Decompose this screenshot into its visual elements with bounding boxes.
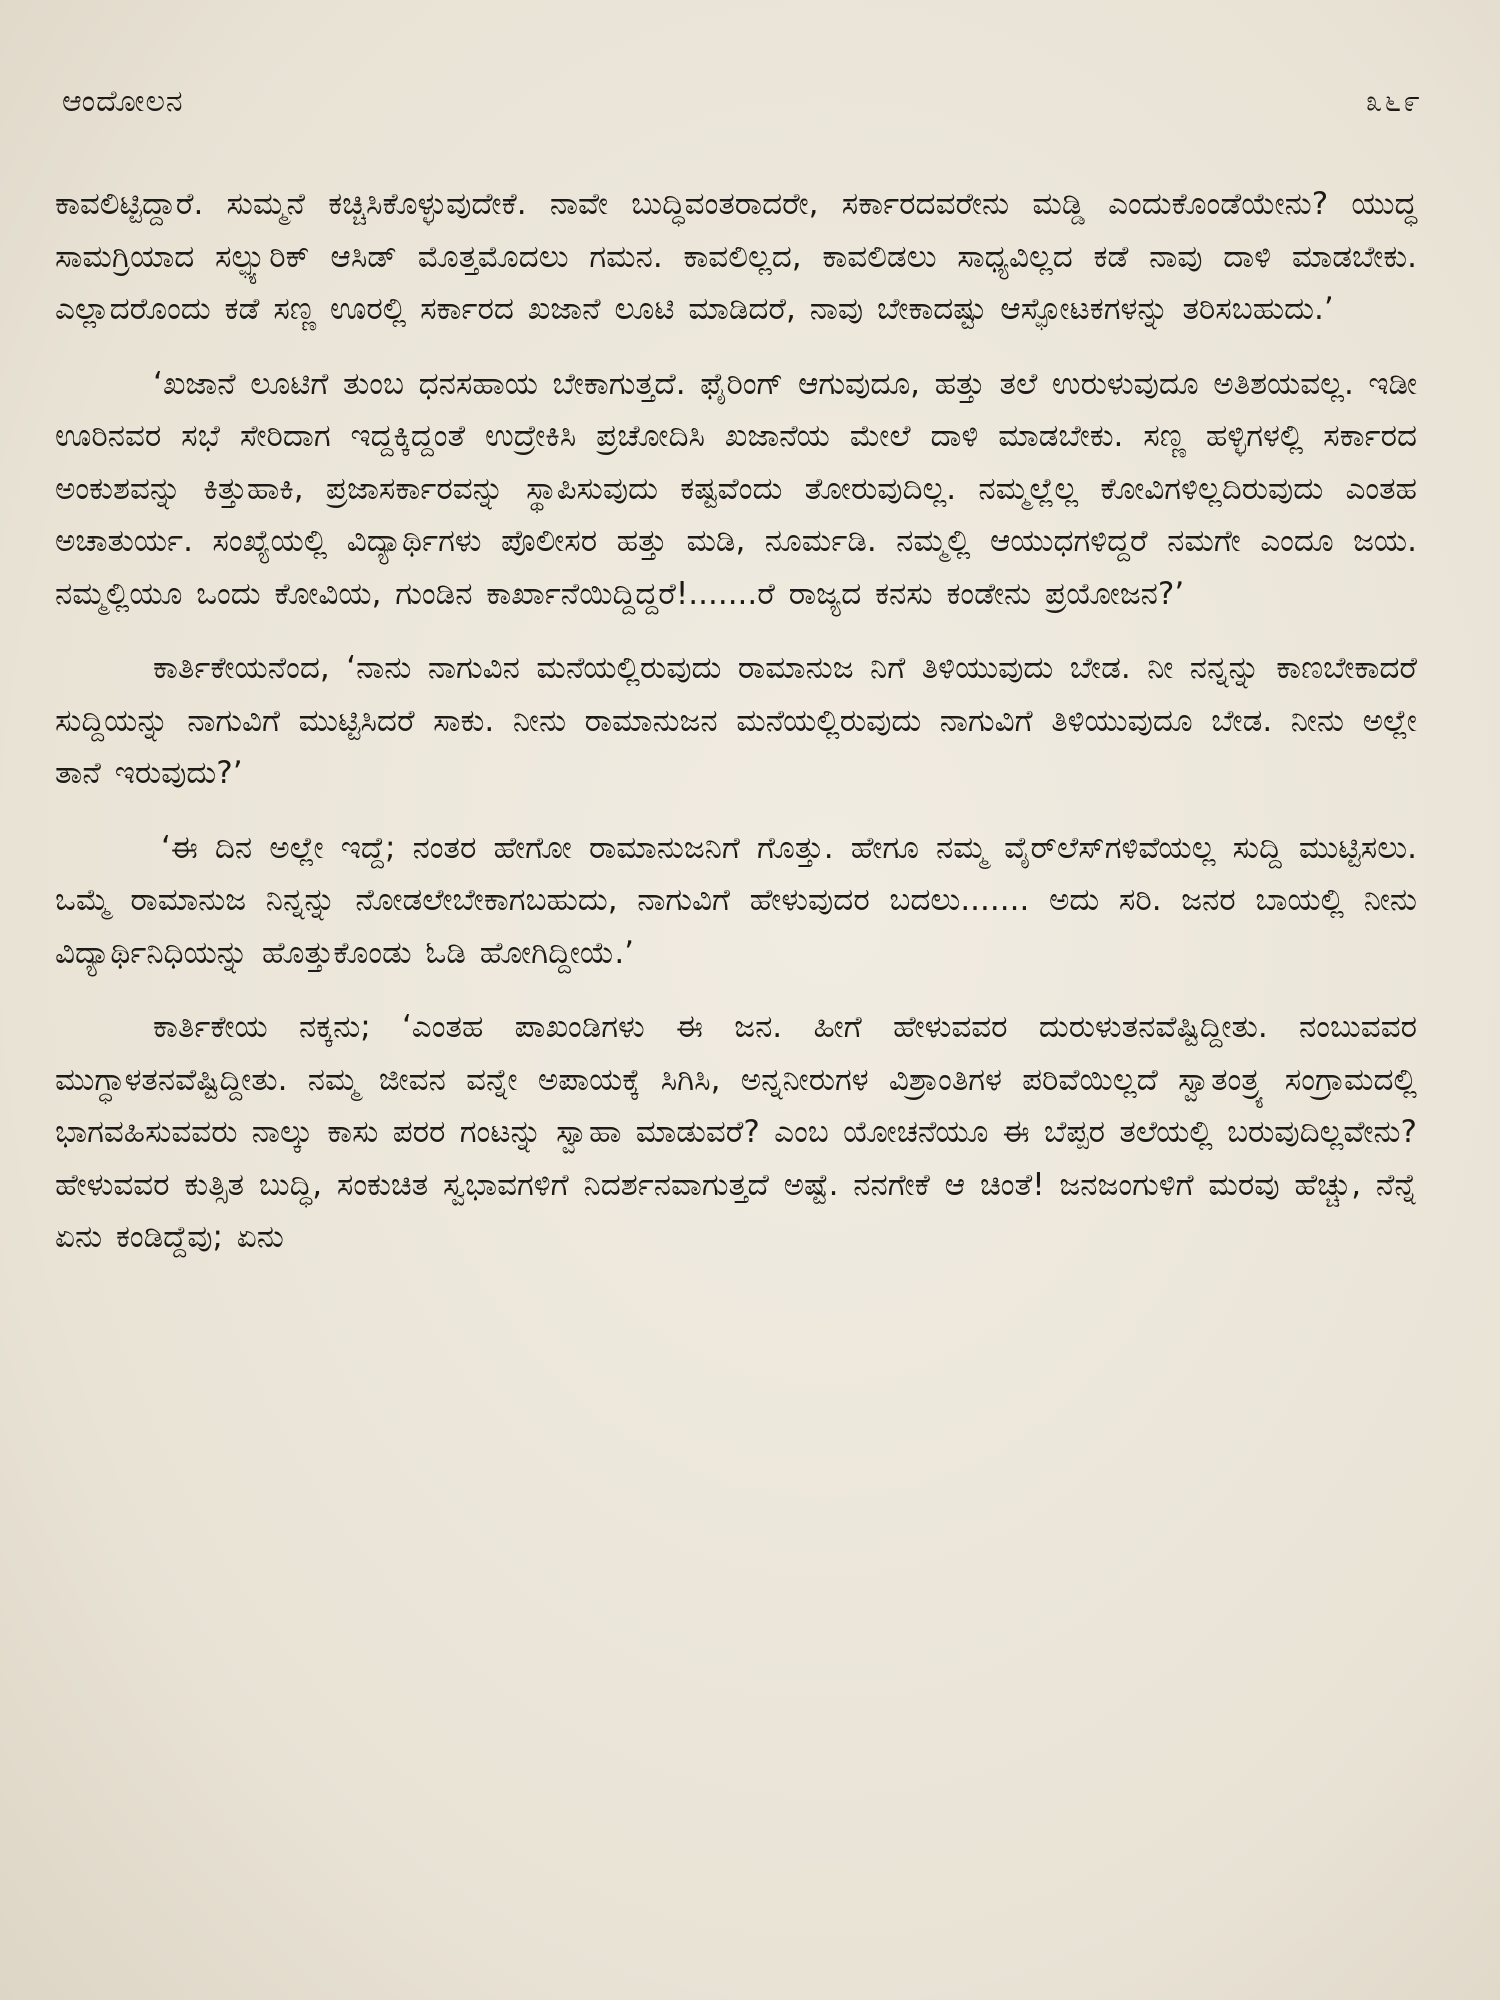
paragraph-2: ‘ಖಜಾನೆ ಲೂಟಿಗೆ ತುಂಬ ಧನಸಹಾಯ ಬೇಕಾಗುತ್ತದೆ. ಫೈರಿಂಗ್ ಆಗುವುದೂ, ಹತ್ತು ತಲೆ ಉರುಳುವುದೂ ಅತಿಶಯವಲ್ಲ. ಇಡೀ ಊರಿನವರ ಸಭೆ ಸೇರಿದಾಗ ಇದ್ದಕ್ಕಿದ್ದಂತೆ ಉದ್ರೇಕಿಸಿ ಪ್ರಚೋದಿಸಿ ಖಜಾನೆಯ ಮೇಲೆ ದಾಳಿ ಮಾಡಬೇಕು. ಸಣ್ಣ ಹಳ್ಳಿಗಳಲ್ಲಿ ಸರ್ಕಾರದ ಅಂಕುಶವನ್ನು ಕಿತ್ತುಹಾಕಿ, ಪ್ರಜಾಸರ್ಕಾರವನ್ನು ಸ್ಥಾಪಿಸುವುದು ಕಷ್ಟವೆಂದು ತೋರುವುದಿಲ್ಲ. ನಮ್ಮಲ್ಲೆಲ್ಲ ಕೋವಿಗಳಿಲ್ಲದಿರುವುದು ಎಂತಹ ಅಚಾತುರ್ಯ. ಸಂಖ್ಯೆಯಲ್ಲಿ ವಿದ್ಯಾರ್ಥಿಗಳು ಪೊಲೀಸರ ಹತ್ತು ಮಡಿ, ನೂರ್ಮಡಿ. ನಮ್ಮಲ್ಲಿ ಆಯುಧಗಳಿದ್ದರೆ ನಮಗೇ ಎಂದೂ ಜಯ. ನಮ್ಮಲ್ಲಿಯೂ ಒಂದು ಕೋವಿಯ, ಗುಂಡಿನ ಕಾರ್ಖಾನೆಯಿದ್ದಿದ್ದರೆ!.......ರೆ ರಾಜ್ಯದ ಕನಸು ಕಂಡೇನು ಪ್ರಯೋಜನ?’	[55, 365, 1417, 612]
running-head: ಆಂದೋಲನ	[62, 84, 184, 119]
paragraph-4: ‘ಈ ದಿನ ಅಲ್ಲೇ ಇದ್ದೆ; ನಂತರ ಹೇಗೋ ರಾಮಾನುಜನಿಗೆ ಗೊತ್ತು. ಹೇಗೂ ನಮ್ಮ ವೈರ್‌ಲೆಸ್‌ಗಳಿವೆಯಲ್ಲ ಸುದ್ದಿ ಮುಟ್ಟಿಸಲು. ಒಮ್ಮೆ ರಾಮಾನುಜ ನಿನ್ನನ್ನು ನೋಡಲೇಬೇಕಾಗಬಹುದು, ನಾಗುವಿಗೆ ಹೇಳುವುದರ ಬದಲು....... ಅದು ಸರಿ. ಜನರ ಬಾಯಲ್ಲಿ ನೀನು ವಿದ್ಯಾರ್ಥಿನಿಧಿಯನ್ನು ಹೊತ್ತುಕೊಂಡು ಓಡಿ ಹೋಗಿದ್ದೀಯೆ.’	[55, 829, 1417, 971]
page-number: ೩೬೯	[1365, 84, 1422, 119]
paragraph-1: ಕಾವಲಿಟ್ಟಿದ್ದಾರೆ. ಸುಮ್ಮನೆ ಕಚ್ಚಿಸಿಕೊಳ್ಳುವುದೇಕೆ. ನಾವೇ ಬುದ್ಧಿವಂತರಾದರೇ, ಸರ್ಕಾರದವರೇನು ಮಡ್ಡಿ ಎಂದುಕೊಂಡೆಯೇನು? ಯುದ್ಧ ಸಾಮಗ್ರಿಯಾದ ಸಲ್ಫ್ಯುರಿಕ್ ಆಸಿಡ್ ಮೊತ್ತಮೊದಲು ಗಮನ. ಕಾವಲಿಲ್ಲದ, ಕಾವಲಿಡಲು ಸಾಧ್ಯವಿಲ್ಲದ ಕಡೆ ನಾವು ದಾಳಿ ಮಾಡಬೇಕು. ಎಲ್ಲಾದರೊಂದು ಕಡೆ ಸಣ್ಣ ಊರಲ್ಲಿ ಸರ್ಕಾರದ ಖಜಾನೆ ಲೂಟಿ ಮಾಡಿದರೆ, ನಾವು ಬೇಕಾದಷ್ಟು ಆಸ್ಫೋಟಕಗಳನ್ನು ತರಿಸಬಹುದು.’	[55, 186, 1417, 327]
paragraph-3: ಕಾರ್ತಿಕೇಯನೆಂದ, ‘ನಾನು ನಾಗುವಿನ ಮನೆಯಲ್ಲಿರುವುದು ರಾಮಾನುಜ ನಿಗೆ ತಿಳಿಯುವುದು ಬೇಡ. ನೀ ನನ್ನನ್ನು ಕಾಣಬೇಕಾದರೆ ಸುದ್ದಿಯನ್ನು ನಾಗುವಿಗೆ ಮುಟ್ಟಿಸಿದರೆ ಸಾಕು. ನೀನು ರಾಮಾನುಜನ ಮನೆಯಲ್ಲಿರುವುದು ನಾಗುವಿಗೆ ತಿಳಿಯುವುದೂ ಬೇಡ. ನೀನು ಅಲ್ಲೇ ತಾನೆ ಇರುವುದು?’	[55, 650, 1417, 791]
page-header	[62, 84, 1422, 134]
paragraph-5: ಕಾರ್ತಿಕೇಯ ನಕ್ಕನು; ‘ಎಂತಹ ಪಾಖಂಡಿಗಳು ಈ ಜನ. ಹೀಗೆ ಹೇಳುವವರ ದುರುಳುತನವೆಷ್ಟಿದ್ದೀತು. ನಂಬುವವರ ಮುಗ್ಧಾಳತನವೆಷ್ಟಿದ್ದೀತು. ನಮ್ಮ ಜೀವನ ವನ್ನೇ ಅಪಾಯಕ್ಕೆ ಸಿಗಿಸಿ, ಅನ್ನನೀರುಗಳ ವಿಶ್ರಾಂತಿಗಳ ಪರಿವೆಯಿಲ್ಲದೆ ಸ್ವಾತಂತ್ರ್ಯ ಸಂಗ್ರಾಮದಲ್ಲಿ ಭಾಗವಹಿಸುವವರು ನಾಲ್ಕು ಕಾಸು ಪರರ ಗಂಟನ್ನು ಸ್ವಾಹಾ ಮಾಡುವರೆ? ಎಂಬ ಯೋಚನೆಯೂ ಈ ಬೆಪ್ಪರ ತಲೆಯಲ್ಲಿ ಬರುವುದಿಲ್ಲವೇನು? ಹೇಳುವವರ ಕುತ್ಸಿತ ಬುದ್ಧಿ, ಸಂಕುಚಿತ ಸ್ವಭಾವಗಳಿಗೆ ನಿದರ್ಶನವಾಗುತ್ತದೆ ಅಷ್ಟೆ. ನನಗೇಕೆ ಆ ಚಿಂತೆ! ಜನಜಂಗುಳಿಗೆ ಮರವು ಹೆಚ್ಚು, ನೆನ್ನೆ ಏನು ಕಂಡಿದ್ದೆವು; ಏನು	[55, 1009, 1417, 1255]
body-text	[55, 178, 1417, 1264]
